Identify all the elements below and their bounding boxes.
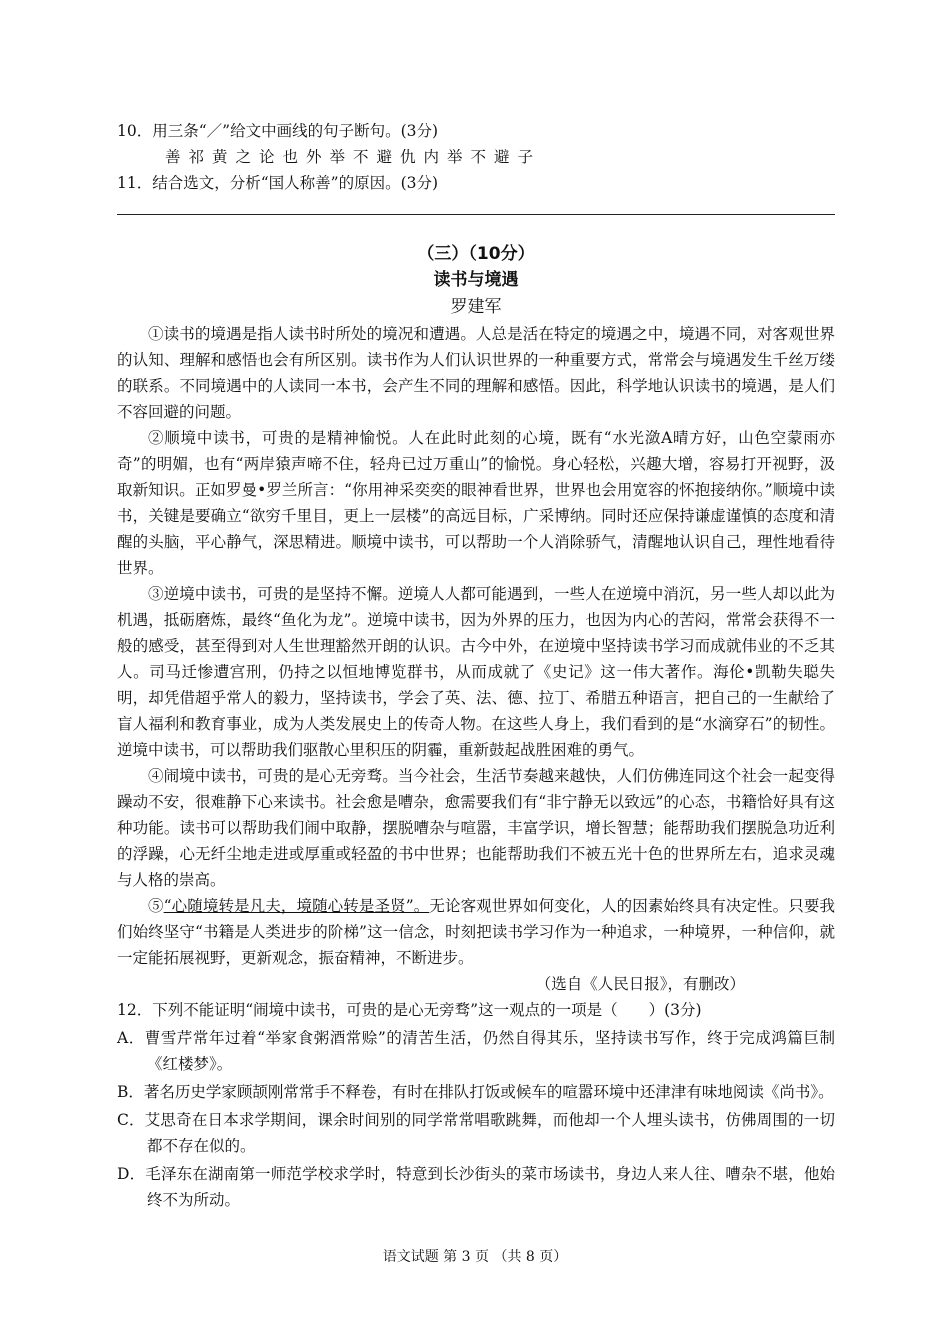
paragraph-2: ②顺境中读书，可贵的是精神愉悦。人在此时此刻的心境，既有“水光潋A晴方好，山色空蒙雨亦奇”的明媚，也有“两岸猿声啼不住，轻舟已过万重山”的愉悦。身心轻松，兴趣大增，容易打开视野，汲取新知识。正如罗曼•罗兰所言：“你用神采奕奕的眼神看世界，世界也会用宽容的怀抱接纳你。”顺境中读书，关键是要确立“欲穷千里目，更上一层楼”的高远目标，广采博纳。同时还应保持谦虚谨慎的态度和清醒的头脑，平心静气，深思精进。顺境中读书，可以帮助一个人消除骄气，清醒地认识自己，理性地看待世界。 (117, 429, 835, 577)
question-11: 11．结合选文，分析“国人称善”的原因。(3分) (117, 174, 439, 192)
paragraph-5 (117, 893, 835, 971)
option-a: A．曹雪芹常年过着“举家食粥酒常赊”的清苦生活，仍然自得其乐，坚持读书写作，终于完成鸿篇巨制《红楼梦》。 (117, 1029, 835, 1073)
page-footer: 语文试题 第 3 页 （共 8 页） (382, 1249, 568, 1265)
paragraph-5-text: 无论客观世界如何变化，人的因素始终具有决定性。只要我们始终坚守“书籍是人类进步的阶梯”这一信念，时刻把读书学习作为一种追求，一种境界，一种信仰，就一定能拓展视野，更新观念，振奋精神，不断进步。 (117, 897, 835, 967)
option-d: D．毛泽东在湖南第一师范学校求学时，特意到长沙街头的菜市场读书，身边人来人往、嘈杂不堪，他始终不为所动。 (117, 1165, 835, 1209)
paragraph-4: ④闹境中读书，可贵的是心无旁骛。当今社会，生活节奏越来越快，人们仿佛连同这个社会一起变得躁动不安，很难静下心来读书。社会愈是嘈杂，愈需要我们有“非宁静无以致远”的心态，书籍恰好具有这种功能。读书可以帮助我们闹中取静，摆脱嘈杂与喧嚣，丰富学识，增长智慧；能帮助我们摆脱急功近利的浮躁，心无纤尘地走进或厚重或轻盈的书中世界；也能帮助我们不被五光十色的世界所左右，追求灵魂与人格的崇高。 (117, 767, 835, 889)
article-source: （选自《人民日报》，有删改） (535, 975, 745, 993)
section-heading: （三）（10分） (417, 244, 535, 264)
paragraph-5-number: ⑤ (148, 897, 164, 915)
option-b: B．著名历史学家顾颉刚常常手不释卷，有时在排队打饭或候车的喧嚣环境中还津津有味地阅读《尚书》。 (117, 1083, 834, 1101)
option-c: C．艾思奇在日本求学期间，课余时间别的同学常常唱歌跳舞，而他却一个人埋头读书，仿佛周围的一切都不存在似的。 (117, 1111, 835, 1155)
exam-page (117, 118, 835, 1215)
question-10-sentence: 善祁黄之论也外举不避仇内举不避子 (165, 148, 542, 166)
paragraph-3: ③逆境中读书，可贵的是坚持不懈。逆境人人都可能遇到，一些人在逆境中消沉，另一些人却以此为机遇，抵砺磨炼，最终“鱼化为龙”。逆境中读书，因为外界的压力，也因为内心的苦闷，常常会获得不一般的感受，甚至得到对人生世理豁然开朗的认识。古今中外，在逆境中坚持读书学习而成就伟业的不乏其人。司马迁惨遭宫刑，仍持之以恒地博览群书，从而成就了《史记》这一伟大著作。海伦•凯勒失聪失明，却凭借超乎常人的毅力，坚持读书，学会了英、法、德、拉丁、希腊五种语言，把自己的一生献给了盲人福利和教育事业，成为人类发展史上的传奇人物。在这些人身上，我们看到的是“水滴穿石”的韧性。逆境中读书，可以帮助我们驱散心里积压的阴霾，重新鼓起战胜困难的勇气。 (117, 585, 835, 759)
question-12-stem: 12．下列不能证明“闹境中读书，可贵的是心无旁骛”这一观点的一项是（ ）(3分) (117, 1001, 702, 1019)
paragraph-1: ①读书的境遇是指人读书时所处的境况和遭遇。人总是活在特定的境遇之中，境遇不同，对客观世界的认知、理解和感悟也会有所区别。读书作为人们认识世界的一种重要方式，常常会与境遇发生千丝万缕的联系。不同境遇中的人读同一本书，会产生不同的理解和感悟。因此，科学地认识读书的境遇，是人们不容回避的问题。 (117, 325, 835, 421)
article-author: 罗建军 (450, 297, 502, 317)
article-title: 读书与境遇 (433, 270, 519, 290)
underlined-sentence: “心随境转是凡夫，境随心转是圣贤”。 (163, 897, 430, 915)
answer-line (117, 214, 835, 215)
question-10: 10．用三条“／”给文中画线的句子断句。(3分) (117, 122, 439, 140)
